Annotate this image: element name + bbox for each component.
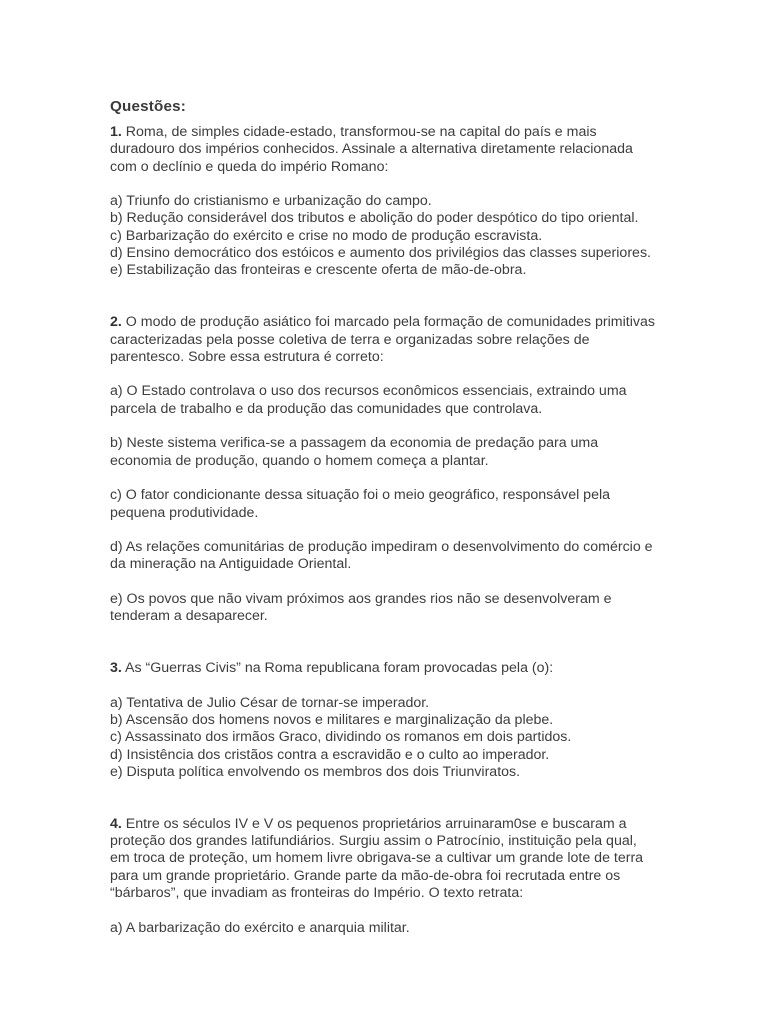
answer-option: c) Assassinato dos irmãos Graco, dividindo os romanos em dois partidos. xyxy=(110,729,572,746)
answer-option: a) Triunfo do cristianismo e urbanização do campo. xyxy=(110,193,432,210)
question-stem xyxy=(110,816,658,902)
question-1 xyxy=(110,124,658,280)
question-text: As “Guerras Civis” na Roma republicana foram provocadas pela (o): xyxy=(125,660,554,677)
answer-option: e) Os povos que não vivam próximos aos grandes rios não se desenvolveram e tenderam a desaparecer. xyxy=(110,591,612,625)
question-text: Roma, de simples cidade-estado, transformou-se na capital do país e mais duradouro dos impérios conhecidos. Assinale a alternativa diretamente relacionada com o declínio e queda do império Romano: xyxy=(110,124,633,175)
question-text: Entre os séculos IV e V os pequenos proprietários arruinaram0se e buscaram a proteção dos grandes latifundiários. Surgiu assim o Patrocínio, instituição pela qual, em troca de proteção, um homem livre obrigava-se a cultivar um grande lote de terra para um grande proprietário. Grande parte da mão-de-obra foi recrutada entre os “bárbaros”, que invadiam as fronteiras do Império. O texto retrata: xyxy=(110,815,644,902)
answer-option: c) Barbarização do exército e crise no modo de produção escravista. xyxy=(110,227,543,244)
answer-option: c) O fator condicionante dessa situação foi o meio geográfico, responsável pela pequena produtividade. xyxy=(110,487,611,521)
answer-option: a) O Estado controlava o uso dos recursos econômicos essenciais, extraindo uma parcela de trabalho e da produção das comunidades que controlava. xyxy=(110,383,627,417)
question-stem xyxy=(110,124,658,176)
question-stem xyxy=(110,660,658,677)
question-number: 2. xyxy=(110,314,122,331)
page-title: Questões: xyxy=(110,98,187,115)
question-number: 4. xyxy=(110,815,122,832)
document-body xyxy=(110,97,658,937)
answer-option: d) Insistência dos cristãos contra a escravidão e o culto ao imperador. xyxy=(110,746,550,763)
question-4 xyxy=(110,816,658,937)
question-number: 3. xyxy=(110,660,122,677)
question-2 xyxy=(110,314,658,625)
question-number: 1. xyxy=(110,124,122,140)
answer-option: b) Redução considerável dos tributos e abolição do poder despótico do tipo oriental. xyxy=(110,210,639,227)
question-stem xyxy=(110,314,658,366)
question-3 xyxy=(110,660,658,781)
answer-option: d) As relações comunitárias de produção impediram o desenvolvimento do comércio e da mineração na Antiguidade Oriental. xyxy=(110,539,653,573)
answer-option: d) Ensino democrático dos estóicos e aumento dos privilégios das classes superiores. xyxy=(110,245,651,262)
answer-option: e) Disputa política envolvendo os membros dos dois Triunviratos. xyxy=(110,763,521,780)
answer-option: b) Ascensão dos homens novos e militares e marginalização da plebe. xyxy=(110,712,554,729)
answer-option: b) Neste sistema verifica-se a passagem da economia de predação para uma economia de produção, quando o homem começa a plantar. xyxy=(110,435,599,469)
question-text: O modo de produção asiático foi marcado pela formação de comunidades primitivas caracterizadas pela posse coletiva de terra e organizadas sobre relações de parentesco. Sobre essa estrutura é correto: xyxy=(110,314,655,365)
answer-option: e) Estabilização das fronteiras e crescente oferta de mão-de-obra. xyxy=(110,262,527,279)
answer-option: a) A barbarização do exército e anarquia militar. xyxy=(110,919,410,936)
answer-option: a) Tentativa de Julio César de tornar-se imperador. xyxy=(110,694,430,711)
